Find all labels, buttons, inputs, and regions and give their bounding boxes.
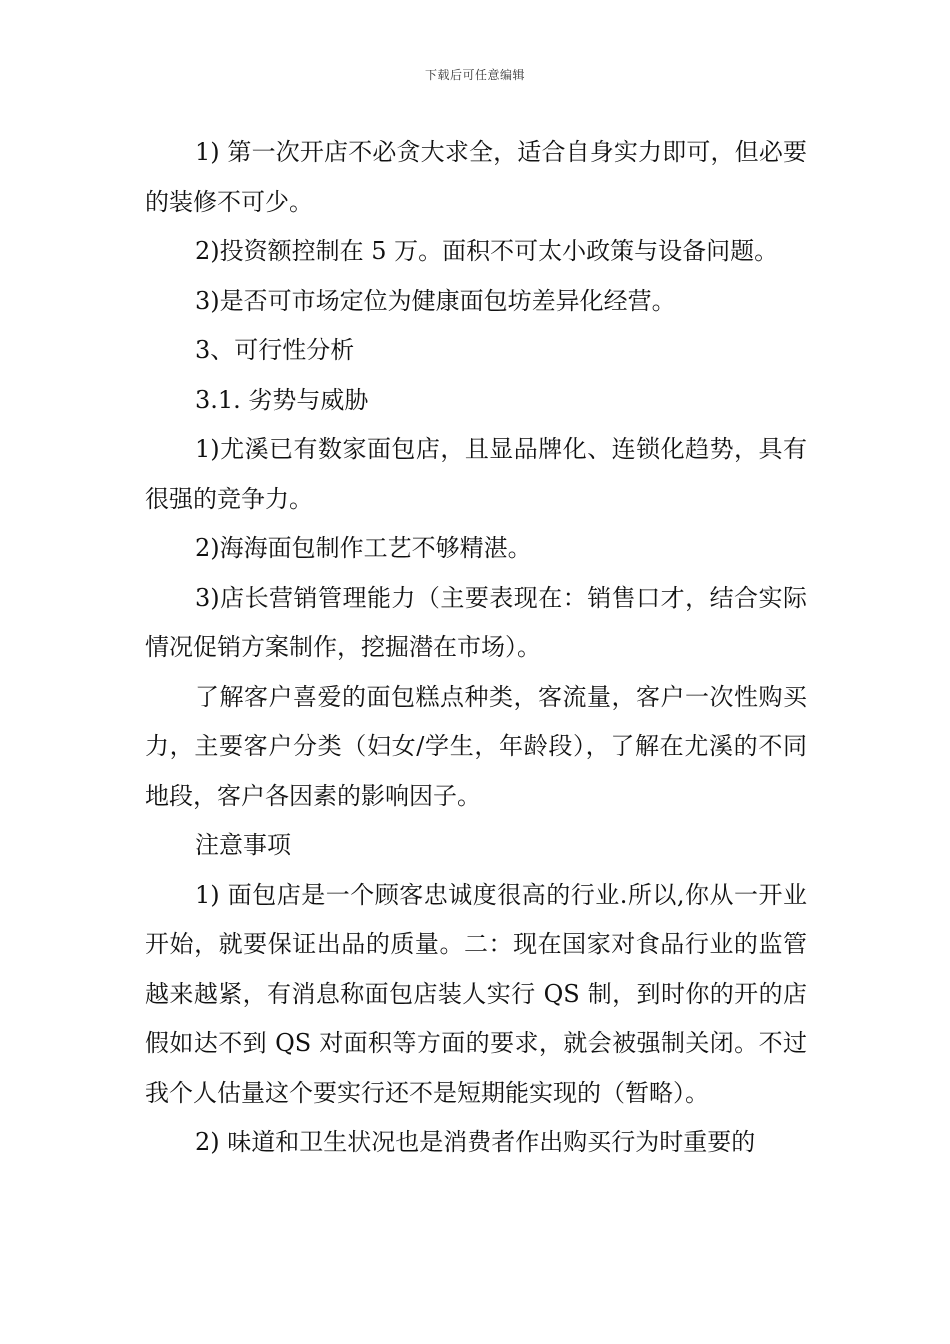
page-header: 下载后可任意编辑 [424,68,525,82]
paragraph-positioning: 3)是否可市场定位为健康面包坊差异化经营。 [195,286,676,315]
paragraph-quality-regulation: 1) 面包店是一个顾客忠诚度很高的行业.所以,你从一开业开始，就要保证出品的质量。二：现在国家对食品行业的监管越来越紧，有消息称面包店装人实行 QS 制，到时你的开的店假如达不到 QS 对面积等方面的要求，就会被强制关闭。不过我个人估量这个要实行还不是短期能实现的（暂略）。 [145,880,807,1107]
paragraph-competition: 1)尤溪已有数家面包店，且显品牌化、连锁化趋势，具有很强的竞争力。 [145,435,807,513]
paragraph-taste-hygiene: 2) 味道和卫生状况也是消费者作出购买行为时重要的 [195,1128,756,1156]
document-body [145,128,807,1168]
paragraph-management: 3)店长营销管理能力（主要表现在：销售口才，结合实际情况促销方案制作，挖掘潜在市场）。 [145,583,807,661]
paragraph-store-scale: 1) 第一次开店不必贪大求全，适合自身实力即可，但必要的装修不可少。 [145,138,807,216]
paragraph-customer-research: 了解客户喜爱的面包糕点种类，客流量，客户一次性购买力，主要客户分类（妇女/学生，年龄段），了解在尤溪的不同地段，客户各因素的影响因子。 [145,682,807,810]
section-heading-notes: 注意事项 [195,831,291,859]
section-heading-feasibility: 3、可行性分析 [195,336,355,364]
paragraph-investment: 2)投资额控制在 5 万。面积不可太小政策与设备问题。 [195,237,779,265]
subsection-heading-weakness: 3.1. 劣势与威胁 [195,385,369,414]
paragraph-craft: 2)海海面包制作工艺不够精湛。 [195,534,532,562]
